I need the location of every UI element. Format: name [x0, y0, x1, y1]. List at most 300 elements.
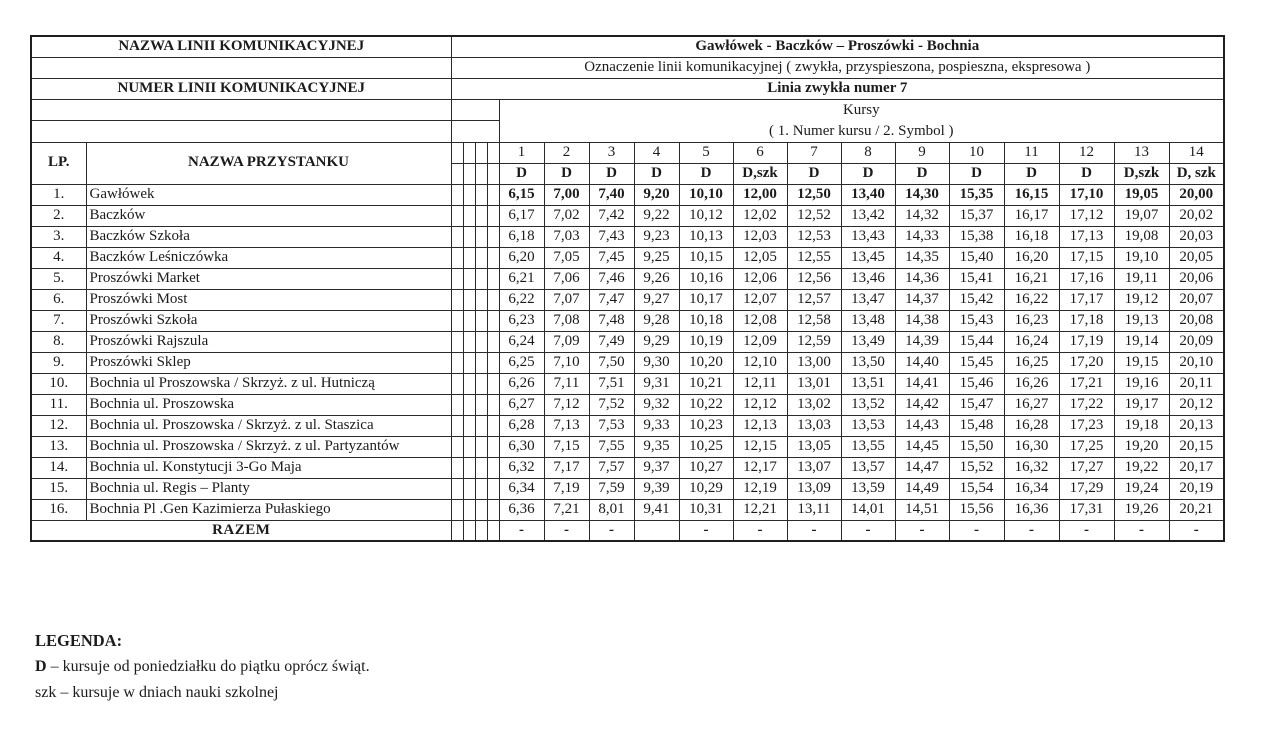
stop-name-cell: Baczków Szkoła [86, 226, 451, 247]
razem-value-cell: - [589, 520, 634, 541]
spacer-cell [463, 457, 475, 478]
lp-cell: 6. [31, 289, 86, 310]
time-cell: 7,42 [589, 205, 634, 226]
time-cell: 13,52 [841, 394, 895, 415]
spacer-cell [451, 436, 463, 457]
time-cell: 17,31 [1059, 499, 1114, 520]
time-cell: 19,18 [1114, 415, 1169, 436]
time-cell: 10,22 [679, 394, 733, 415]
time-cell: 13,11 [787, 499, 841, 520]
spacer-cell [487, 289, 499, 310]
time-cell: 7,11 [544, 373, 589, 394]
time-cell: 12,00 [733, 184, 787, 205]
time-cell: 9,29 [634, 331, 679, 352]
spacer-cell [451, 478, 463, 499]
razem-value-cell: - [949, 520, 1004, 541]
time-cell: 16,28 [1004, 415, 1059, 436]
stop-name-header: NAZWA PRZYSTANKU [86, 142, 451, 184]
time-cell: 14,37 [895, 289, 949, 310]
lp-cell: 16. [31, 499, 86, 520]
time-cell: 7,08 [544, 310, 589, 331]
time-cell: 7,59 [589, 478, 634, 499]
stop-name-cell: Bochnia ul. Proszowska [86, 394, 451, 415]
time-cell: 13,07 [787, 457, 841, 478]
spacer-cell [475, 352, 487, 373]
time-cell: 20,05 [1169, 247, 1224, 268]
time-cell: 15,42 [949, 289, 1004, 310]
spacer-cell [451, 394, 463, 415]
time-cell: 16,17 [1004, 205, 1059, 226]
time-cell: 7,17 [544, 457, 589, 478]
time-cell: 16,20 [1004, 247, 1059, 268]
time-cell: 7,45 [589, 247, 634, 268]
stop-name-cell: Proszówki Most [86, 289, 451, 310]
time-cell: 7,49 [589, 331, 634, 352]
time-cell: 17,19 [1059, 331, 1114, 352]
stop-name-cell: Bochnia ul. Proszowska / Skrzyż. z ul. Partyzantów [86, 436, 451, 457]
spacer-cell [475, 142, 487, 163]
spacer-cell [475, 163, 487, 184]
time-cell: 7,02 [544, 205, 589, 226]
courses-title: Kursy [842, 101, 880, 118]
time-cell: 12,17 [733, 457, 787, 478]
time-cell: 7,57 [589, 457, 634, 478]
time-cell: 10,17 [679, 289, 733, 310]
time-cell: 19,22 [1114, 457, 1169, 478]
course-symbol-cell: D [634, 163, 679, 184]
legend-text-szk: – kursuje w dniach nauki szkolnej [56, 684, 279, 701]
spacer-cell [487, 226, 499, 247]
time-cell: 15,47 [949, 394, 1004, 415]
stop-row [31, 478, 1224, 499]
course-number-cell: 12 [1059, 142, 1114, 163]
time-cell: 7,00 [544, 184, 589, 205]
stop-name-cell: Bochnia ul. Regis – Planty [86, 478, 451, 499]
lp-cell: 10. [31, 373, 86, 394]
time-cell: 20,06 [1169, 268, 1224, 289]
time-cell: 6,20 [499, 247, 544, 268]
time-cell: 9,25 [634, 247, 679, 268]
lp-cell: 15. [31, 478, 86, 499]
spacer-cell [487, 205, 499, 226]
time-cell: 7,05 [544, 247, 589, 268]
time-cell: 19,16 [1114, 373, 1169, 394]
time-cell: 10,31 [679, 499, 733, 520]
time-cell: 12,02 [733, 205, 787, 226]
time-cell: 9,27 [634, 289, 679, 310]
lp-cell: 4. [31, 247, 86, 268]
spacer-cell [451, 268, 463, 289]
stop-row [31, 247, 1224, 268]
spacer-cell [463, 205, 475, 226]
time-cell: 12,15 [733, 436, 787, 457]
time-cell: 15,38 [949, 226, 1004, 247]
time-cell: 19,26 [1114, 499, 1169, 520]
spacer-cell [463, 163, 475, 184]
spacer-cell [475, 331, 487, 352]
time-cell: 13,00 [787, 352, 841, 373]
time-cell: 17,22 [1059, 394, 1114, 415]
spacer-cell [463, 436, 475, 457]
spacer-cell [475, 247, 487, 268]
course-number-cell: 2 [544, 142, 589, 163]
spacer-cell [487, 184, 499, 205]
course-symbol-cell: D [895, 163, 949, 184]
lp-cell: 5. [31, 268, 86, 289]
stop-row [31, 205, 1224, 226]
time-cell: 10,21 [679, 373, 733, 394]
razem-value-cell: - [733, 520, 787, 541]
time-cell: 13,48 [841, 310, 895, 331]
legend-symbol-d: D [35, 658, 47, 675]
spacer-cell [451, 457, 463, 478]
time-cell: 20,00 [1169, 184, 1224, 205]
time-cell: 13,05 [787, 436, 841, 457]
time-cell: 14,35 [895, 247, 949, 268]
stop-name-cell: Bochnia ul Proszowska / Skrzyż. z ul. Hutniczą [86, 373, 451, 394]
stop-row [31, 289, 1224, 310]
time-cell: 9,30 [634, 352, 679, 373]
stop-row [31, 268, 1224, 289]
time-cell: 16,15 [1004, 184, 1059, 205]
spacer-cell [451, 415, 463, 436]
stop-row [31, 415, 1224, 436]
time-cell: 10,10 [679, 184, 733, 205]
time-cell: 19,07 [1114, 205, 1169, 226]
time-cell: 7,13 [544, 415, 589, 436]
time-cell: 14,51 [895, 499, 949, 520]
time-cell: 20,03 [1169, 226, 1224, 247]
time-cell: 12,50 [787, 184, 841, 205]
time-cell: 6,30 [499, 436, 544, 457]
spacer-cell [463, 310, 475, 331]
spacer-cell [475, 268, 487, 289]
razem-value-cell: - [544, 520, 589, 541]
time-cell: 6,18 [499, 226, 544, 247]
stop-row [31, 499, 1224, 520]
time-cell: 6,17 [499, 205, 544, 226]
spacer-cell [451, 99, 499, 121]
time-cell: 12,19 [733, 478, 787, 499]
time-cell: 20,02 [1169, 205, 1224, 226]
time-cell: 9,22 [634, 205, 679, 226]
course-number-cell: 7 [787, 142, 841, 163]
line-name-value: Gawłówek - Baczków – Proszówki - Bochnia [451, 36, 1224, 57]
course-number-cell: 1 [499, 142, 544, 163]
course-symbol-cell: D,szk [733, 163, 787, 184]
time-cell: 19,05 [1114, 184, 1169, 205]
spacer-cell [487, 457, 499, 478]
courses-subtitle: ( 1. Numer kursu / 2. Symbol ) [768, 122, 954, 139]
time-cell: 9,20 [634, 184, 679, 205]
line-name-label: NAZWA LINII KOMUNIKACYJNEJ [31, 36, 451, 57]
time-cell: 13,01 [787, 373, 841, 394]
time-cell: 10,16 [679, 268, 733, 289]
time-cell: 17,10 [1059, 184, 1114, 205]
course-symbol-cell: D [1059, 163, 1114, 184]
time-cell: 15,56 [949, 499, 1004, 520]
razem-value-cell: - [1059, 520, 1114, 541]
time-cell: 20,19 [1169, 478, 1224, 499]
lp-cell: 11. [31, 394, 86, 415]
course-number-cell: 4 [634, 142, 679, 163]
spacer-cell [475, 457, 487, 478]
time-cell: 20,15 [1169, 436, 1224, 457]
spacer-cell [451, 163, 463, 184]
time-cell: 9,41 [634, 499, 679, 520]
time-cell: 19,15 [1114, 352, 1169, 373]
time-cell: 17,13 [1059, 226, 1114, 247]
spacer-cell [463, 394, 475, 415]
timetable-table [30, 35, 1225, 542]
time-cell: 12,21 [733, 499, 787, 520]
time-cell: 15,43 [949, 310, 1004, 331]
spacer-cell [463, 247, 475, 268]
time-cell: 7,15 [544, 436, 589, 457]
stop-row [31, 394, 1224, 415]
lp-cell: 1. [31, 184, 86, 205]
razem-value-cell: - [1114, 520, 1169, 541]
time-cell: 14,39 [895, 331, 949, 352]
time-cell: 14,30 [895, 184, 949, 205]
time-cell: 14,45 [895, 436, 949, 457]
time-cell: 7,10 [544, 352, 589, 373]
time-cell: 12,10 [733, 352, 787, 373]
courses-row-1 [31, 99, 1224, 121]
time-cell: 10,13 [679, 226, 733, 247]
time-cell: 14,40 [895, 352, 949, 373]
stop-row [31, 436, 1224, 457]
time-cell: 15,37 [949, 205, 1004, 226]
spacer-cell [451, 184, 463, 205]
time-cell: 7,52 [589, 394, 634, 415]
time-cell: 13,03 [787, 415, 841, 436]
spacer-cell [451, 247, 463, 268]
spacer-cell [487, 268, 499, 289]
time-cell: 15,46 [949, 373, 1004, 394]
time-cell: 7,21 [544, 499, 589, 520]
spacer-cell [451, 499, 463, 520]
time-cell: 13,40 [841, 184, 895, 205]
time-cell: 9,33 [634, 415, 679, 436]
time-cell: 7,47 [589, 289, 634, 310]
time-cell: 9,23 [634, 226, 679, 247]
course-symbol-cell: D, szk [1169, 163, 1224, 184]
spacer-cell [463, 478, 475, 499]
spacer-cell [487, 478, 499, 499]
time-cell: 17,16 [1059, 268, 1114, 289]
time-cell: 20,13 [1169, 415, 1224, 436]
time-cell: 6,15 [499, 184, 544, 205]
spacer-cell [451, 121, 499, 143]
spacer-cell [475, 394, 487, 415]
spacer-cell [475, 205, 487, 226]
time-cell: 7,07 [544, 289, 589, 310]
time-cell: 6,28 [499, 415, 544, 436]
course-symbol-cell: D,szk [1114, 163, 1169, 184]
course-number-cell: 13 [1114, 142, 1169, 163]
time-cell: 12,06 [733, 268, 787, 289]
spacer-cell [463, 373, 475, 394]
razem-value-cell: - [499, 520, 544, 541]
time-cell: 10,20 [679, 352, 733, 373]
spacer-cell [475, 520, 487, 541]
time-cell: 20,21 [1169, 499, 1224, 520]
time-cell: 7,43 [589, 226, 634, 247]
stop-row [31, 184, 1224, 205]
stop-name-cell: Bochnia ul. Proszowska / Skrzyż. z ul. Staszica [86, 415, 451, 436]
spacer-cell [463, 142, 475, 163]
time-cell: 15,35 [949, 184, 1004, 205]
empty-cell [31, 99, 451, 121]
time-cell: 13,43 [841, 226, 895, 247]
time-cell: 14,43 [895, 415, 949, 436]
time-cell: 9,39 [634, 478, 679, 499]
time-cell: 19,08 [1114, 226, 1169, 247]
time-cell: 12,13 [733, 415, 787, 436]
lp-cell: 12. [31, 415, 86, 436]
lp-cell: 8. [31, 331, 86, 352]
time-cell: 7,50 [589, 352, 634, 373]
time-cell: 15,48 [949, 415, 1004, 436]
course-number-cell: 10 [949, 142, 1004, 163]
spacer-cell [475, 289, 487, 310]
time-cell: 16,34 [1004, 478, 1059, 499]
time-cell: 19,13 [1114, 310, 1169, 331]
time-cell: 16,22 [1004, 289, 1059, 310]
time-cell: 12,09 [733, 331, 787, 352]
time-cell: 16,24 [1004, 331, 1059, 352]
time-cell: 8,01 [589, 499, 634, 520]
lp-cell: 13. [31, 436, 86, 457]
time-cell: 6,26 [499, 373, 544, 394]
spacer-cell [487, 247, 499, 268]
razem-row [31, 520, 1224, 541]
time-cell: 20,09 [1169, 331, 1224, 352]
stop-row [31, 226, 1224, 247]
time-cell: 15,45 [949, 352, 1004, 373]
time-cell: 15,54 [949, 478, 1004, 499]
time-cell: 16,21 [1004, 268, 1059, 289]
razem-value-cell: - [895, 520, 949, 541]
time-cell: 14,42 [895, 394, 949, 415]
spacer-cell [463, 268, 475, 289]
course-number-cell: 5 [679, 142, 733, 163]
spacer-cell [451, 331, 463, 352]
time-cell: 16,32 [1004, 457, 1059, 478]
stop-name-cell: Proszówki Sklep [86, 352, 451, 373]
time-cell: 12,55 [787, 247, 841, 268]
time-cell: 6,24 [499, 331, 544, 352]
spacer-cell [475, 373, 487, 394]
spacer-cell [463, 331, 475, 352]
line-number-value: Linia zwykła numer 7 [451, 78, 1224, 99]
time-cell: 20,12 [1169, 394, 1224, 415]
spacer-cell [463, 415, 475, 436]
spacer-cell [463, 226, 475, 247]
courses-header [499, 99, 1224, 142]
course-number-cell: 3 [589, 142, 634, 163]
time-cell: 7,46 [589, 268, 634, 289]
line-name-row [31, 36, 1224, 57]
stop-name-cell: Baczków [86, 205, 451, 226]
time-cell: 16,25 [1004, 352, 1059, 373]
time-cell: 12,57 [787, 289, 841, 310]
time-cell: 10,18 [679, 310, 733, 331]
time-cell: 14,32 [895, 205, 949, 226]
spacer-cell [475, 436, 487, 457]
spacer-cell [451, 205, 463, 226]
time-cell: 17,18 [1059, 310, 1114, 331]
time-cell: 13,46 [841, 268, 895, 289]
time-cell: 13,49 [841, 331, 895, 352]
time-cell: 14,47 [895, 457, 949, 478]
lp-cell: 9. [31, 352, 86, 373]
spacer-cell [487, 373, 499, 394]
line-designation-note: Oznaczenie linii komunikacyjnej ( zwykła, przyspieszona, pospieszna, ekspresowa ) [451, 57, 1224, 78]
time-cell: 6,32 [499, 457, 544, 478]
course-number-cell: 9 [895, 142, 949, 163]
lp-header: LP. [31, 142, 86, 184]
course-numbers-row [31, 142, 1224, 163]
time-cell: 12,03 [733, 226, 787, 247]
time-cell: 15,44 [949, 331, 1004, 352]
time-cell: 16,27 [1004, 394, 1059, 415]
legend-symbol-szk: szk [35, 684, 57, 701]
razem-value-cell: - [1004, 520, 1059, 541]
time-cell: 20,07 [1169, 289, 1224, 310]
course-number-cell: 8 [841, 142, 895, 163]
lp-cell: 2. [31, 205, 86, 226]
spacer-cell [463, 352, 475, 373]
time-cell: 14,01 [841, 499, 895, 520]
time-cell: 13,57 [841, 457, 895, 478]
stop-name-cell: Proszówki Szkoła [86, 310, 451, 331]
time-cell: 14,36 [895, 268, 949, 289]
stop-name-cell: Bochnia ul. Konstytucji 3-Go Maja [86, 457, 451, 478]
time-cell: 20,08 [1169, 310, 1224, 331]
spacer-cell [475, 226, 487, 247]
time-cell: 7,53 [589, 415, 634, 436]
time-cell: 12,52 [787, 205, 841, 226]
time-cell: 19,17 [1114, 394, 1169, 415]
time-cell: 6,23 [499, 310, 544, 331]
time-cell: 17,29 [1059, 478, 1114, 499]
lp-cell: 7. [31, 310, 86, 331]
course-symbol-cell: D [949, 163, 1004, 184]
time-cell: 16,26 [1004, 373, 1059, 394]
spacer-cell [451, 310, 463, 331]
line-number-row [31, 78, 1224, 99]
time-cell: 14,49 [895, 478, 949, 499]
time-cell: 9,32 [634, 394, 679, 415]
stop-row [31, 457, 1224, 478]
time-cell: 6,25 [499, 352, 544, 373]
course-symbol-cell: D [544, 163, 589, 184]
course-symbol-cell: D [787, 163, 841, 184]
time-cell: 9,31 [634, 373, 679, 394]
spacer-cell [451, 289, 463, 310]
time-cell: 19,20 [1114, 436, 1169, 457]
time-cell: 9,28 [634, 310, 679, 331]
spacer-cell [487, 142, 499, 163]
time-cell: 7,09 [544, 331, 589, 352]
time-cell: 12,05 [733, 247, 787, 268]
spacer-cell [487, 394, 499, 415]
empty-cell [31, 57, 451, 78]
time-cell: 16,23 [1004, 310, 1059, 331]
time-cell: 17,21 [1059, 373, 1114, 394]
